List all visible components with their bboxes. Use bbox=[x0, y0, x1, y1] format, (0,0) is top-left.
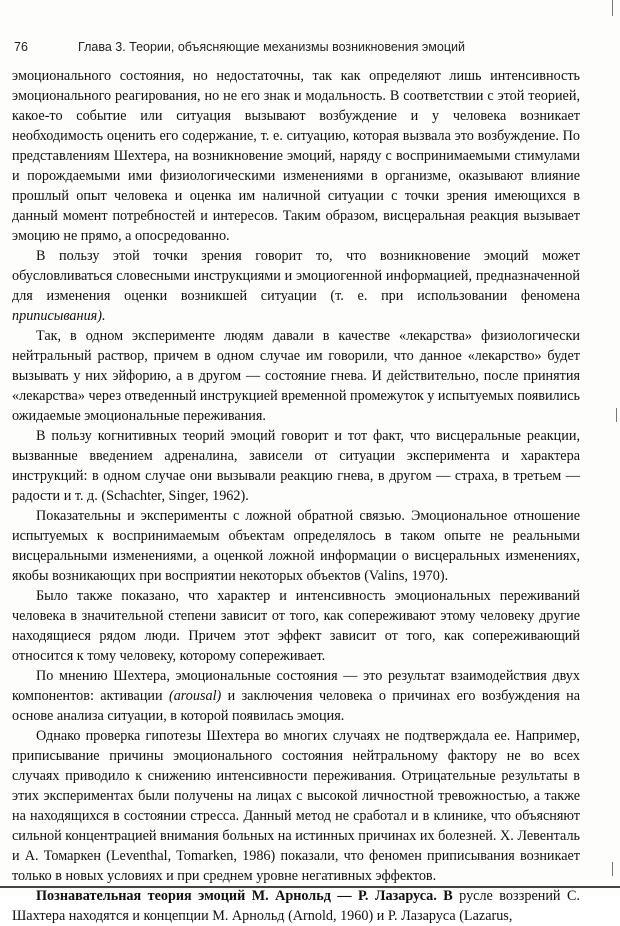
bottom-edge bbox=[0, 886, 620, 888]
section-heading: Познавательная теория эмоций М. Арнольд — Р. Лазаруса. В bbox=[36, 888, 453, 904]
paragraph: В пользу когнитивных теорий эмоций говорит и тот факт, что висцеральные реакции, вызванные введением адреналина, зависели от ситуации эксперимента и характера инструкций: в одном случае они вызывали реакцию гнева, в другом — страха, в третьем — радости и т. д. (Schachter, Singer, 1962). bbox=[12, 428, 580, 504]
paragraph: Однако проверка гипотезы Шехтера во многих случаях не подтверждала ее. Например, приписывание причины эмоционального состояния нейтральному фактору не во всех случаях приводило к снижению интенсивности переживания. Отрицательные результаты в этих экспериментах были получены на лицах с высокой личностной тревожностью, а также на находящихся в состоянии стресса. Данный метод не сработал и в клинике, что объясняют сильной концентрацией внимания больных на истинных причинах их болезней. Х. Левенталь и А. Томаркен (Leventhal, Tomarken, 1986) показали, что феномен приписывания возникает только в новых условиях и при среднем уровне негативных эффектов. bbox=[12, 728, 580, 884]
paragraph: эмоционального состояния, но недостаточны, так как определяют лишь интенсивность эмоционального реагирования, но не его знак и модальность. В соответствии с этой теорией, какое-то событие или ситуация вызывают возбуждение и у человека возникает необходимость оценить его содержание, т. е. ситуацию, которая вызвала это возбуждение. По представлениям Шехтера, на возникновение эмоций, наряду с воспринимаемыми стимулами и порождаемыми ими физиологическими изменениями в организме, оказывают влияние прошлый опыт человека и оценка им наличной ситуации с точки зрения имеющихся в данный момент потребностей и интересов. Таким образом, висцеральная реакция вызывает эмоцию не прямо, а опосредованно. bbox=[12, 68, 580, 244]
chapter-title: Глава 3. Теории, объясняющие механизмы возникновения эмоций bbox=[78, 40, 465, 54]
paragraph: По мнению Шехтера, эмоциональные состояния — это результат взаимодействия двух компонентов: активации (arousal) и заключения человека о причинах его возбуждения на основе анализа ситуации, в которой появилась эмоция. bbox=[12, 668, 580, 724]
scan-mark bbox=[616, 408, 617, 422]
section-heading-paragraph: Познавательная теория эмоций М. Арнольд — Р. Лазаруса. В русле воззрений С. Шахтера находятся и концепции М. Арнольд (Arnold, 1960) и Р. Лазаруса (Lazarus, bbox=[12, 888, 580, 924]
scan-mark bbox=[612, 862, 613, 876]
paragraph: Было также показано, что характер и интенсивность эмоциональных переживаний человека в значительной степени зависит от того, как сопереживают этому человеку другие находящиеся рядом люди. Причем этот эффект зависит от того, как сопереживающий относится к тому человеку, которому сопереживает. bbox=[12, 588, 580, 664]
page-number: 76 bbox=[14, 40, 28, 54]
paragraph: В пользу этой точки зрения говорит то, что возникновение эмоций может обусловливаться словесными инструкциями и эмоциогенной информацией, предназначенной для изменения оценки возникшей ситуации (т. е. при использовании феномена приписывания). bbox=[12, 248, 580, 324]
body-text bbox=[12, 66, 580, 926]
running-header bbox=[14, 40, 584, 54]
italic-term: (arousal) bbox=[168, 688, 222, 704]
scan-mark bbox=[612, 0, 613, 16]
paragraph: Так, в одном эксперименте людям давали в качестве «лекарства» физиологически нейтральный раствор, причем в одном случае им говорили, что данное «лекарство» будет вызывать у них эйфорию, а в другом — состояние гнева. И действительно, после принятия «лекарства» через отведенный инструкцией временной промежуток у испытуемых появились ожидаемые эмоциональные переживания. bbox=[12, 328, 580, 424]
paragraph: Показательны и эксперименты с ложной обратной связью. Эмоциональное отношение испытуемых к воспринимаемым объектам определялось в таком опыте не реальными висцеральными изменениями, а оценкой ложной информации о висцеральных изменениях, якобы возникающих при восприятии некоторых объектов (Valins, 1970). bbox=[12, 508, 580, 584]
italic-term: приписывания). bbox=[12, 308, 106, 324]
